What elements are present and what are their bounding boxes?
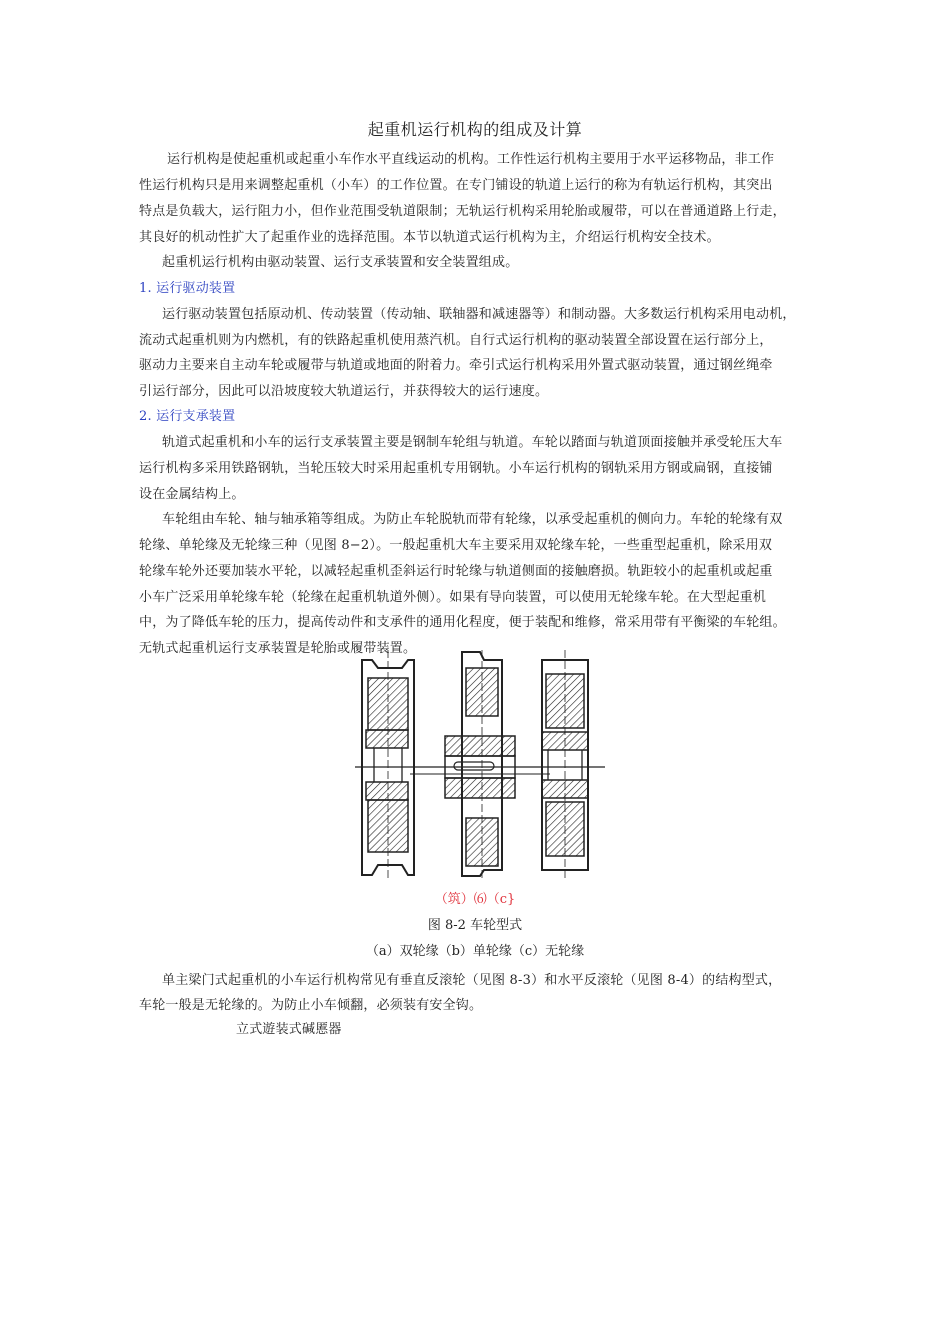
wheel-types-figure [350,650,610,880]
paragraph-2: 起重机运行机构由驱动装置、运行支承装置和安全装置组成。 [162,255,519,270]
paragraph-3-line-4: 引运行部分，因此可以沿坡度较大轨道运行，并获得较大的运行速度。 [139,384,549,399]
paragraph-5-line-4: 小车广泛采用单轮缘车轮（轮缘在起重机轨道外侧）。如果有导向装置，可以使用无轮缘车轮。在大型起重机 [139,590,767,605]
page-title: 起重机运行机构的组成及计算 [367,120,583,139]
figure-sublabels: （筑）⑹（c} [434,892,516,907]
paragraph-1-line-2: 性运行机构只是用来调整起重机（小车）的工作位置。在专门铺设的轨道上运行的称为有轨运行机构，其突出 [139,178,773,193]
paragraph-5-line-5: 中，为了降低车轮的压力，提高传动件和支承件的通用化程度，便于装配和维修，常采用带有平衡梁的车轮组。 [139,615,786,630]
paragraph-5-line-2: 轮缘、单轮缘及无轮缘三种（见图 8−2）。一般起重机大车主要采用双轮缘车轮，一些重型起重机，除采用双 [139,538,773,553]
paragraph-6-line-2: 车轮一般是无轮缘的。为防止小车倾翻，必须装有安全钩。 [139,998,483,1013]
paragraph-4-line-3: 设在金属结构上。 [139,487,245,502]
paragraph-1-line-3: 特点是负载大，运行阻力小，但作业范围受轨道限制；无轨运行机构采用轮胎或履带，可以在普通道路上行走， [139,204,786,219]
paragraph-3-line-3: 驱动力主要来自主动车轮或履带与轨道或地面的附着力。牵引式运行机构采用外置式驱动装置，通过钢丝绳牵 [139,358,773,373]
section-heading-2: 2. 运行支承装置 [139,409,236,424]
paragraph-6-line-1: 单主梁门式起重机的小车运行机构常见有垂直反滚轮（见图 8-3）和水平反滚轮（见图 8-4）的结构型式， [162,973,782,988]
double-flange-wheel [362,650,414,880]
figure-caption: 图 8-2 车轮型式 [427,918,523,933]
paragraph-5-line-6: 无轨式起重机运行支承装置是轮胎或履带装置。 [139,641,417,656]
paragraph-5-line-3: 轮缘车轮外还要加装水平轮，以减轻起重机歪斜运行时轮缘与轨道侧面的接触磨损。轨距较小的起重机或起重 [139,564,773,579]
paragraph-1-line-4: 其良好的机动性扩大了起重作业的选择范围。本节以轨道式运行机构为主，介绍运行机构安全技术。 [139,230,720,245]
no-flange-wheel [542,650,588,880]
single-flange-wheel [445,650,515,880]
paragraph-3-line-2: 流动式起重机则为内燃机，有的铁路起重机使用蒸汽机。自行式运行机构的驱动装置全部设置在运行部分上， [139,333,773,348]
paragraph-5-line-1: 车轮组由车轮、轴与轴承箱等组成。为防止车轮脱轨而带有轮缘，以承受起重机的侧向力。车轮的轮缘有双 [162,512,783,527]
section-heading-1: 1. 运行驱动装置 [139,281,236,296]
figure-legend: （a）双轮缘（b）单轮缘（c）无轮缘 [365,944,585,959]
paragraph-3-line-1: 运行驱动装置包括原动机、传动装置（传动轴、联轴器和减速器等）和制动器。大多数运行机构采用电动机， [162,307,796,322]
paragraph-1-line-1: 运行机构是使起重机或起重小车作水平直线运动的机构。工作性运行机构主要用于水平运移物品，非工作 [167,152,775,167]
paragraph-4-line-1: 轨道式起重机和小车的运行支承装置主要是钢制车轮组与轨道。车轮以踏面与轨道顶面接触并承受轮压大车 [162,435,783,450]
trailing-text: 立式遊装式碱慝器 [236,1022,342,1037]
paragraph-4-line-2: 运行机构多采用铁路钢轨，当轮压较大时采用起重机专用钢轨。小车运行机构的钢轨采用方钢或扁钢，直接铺 [139,461,773,476]
